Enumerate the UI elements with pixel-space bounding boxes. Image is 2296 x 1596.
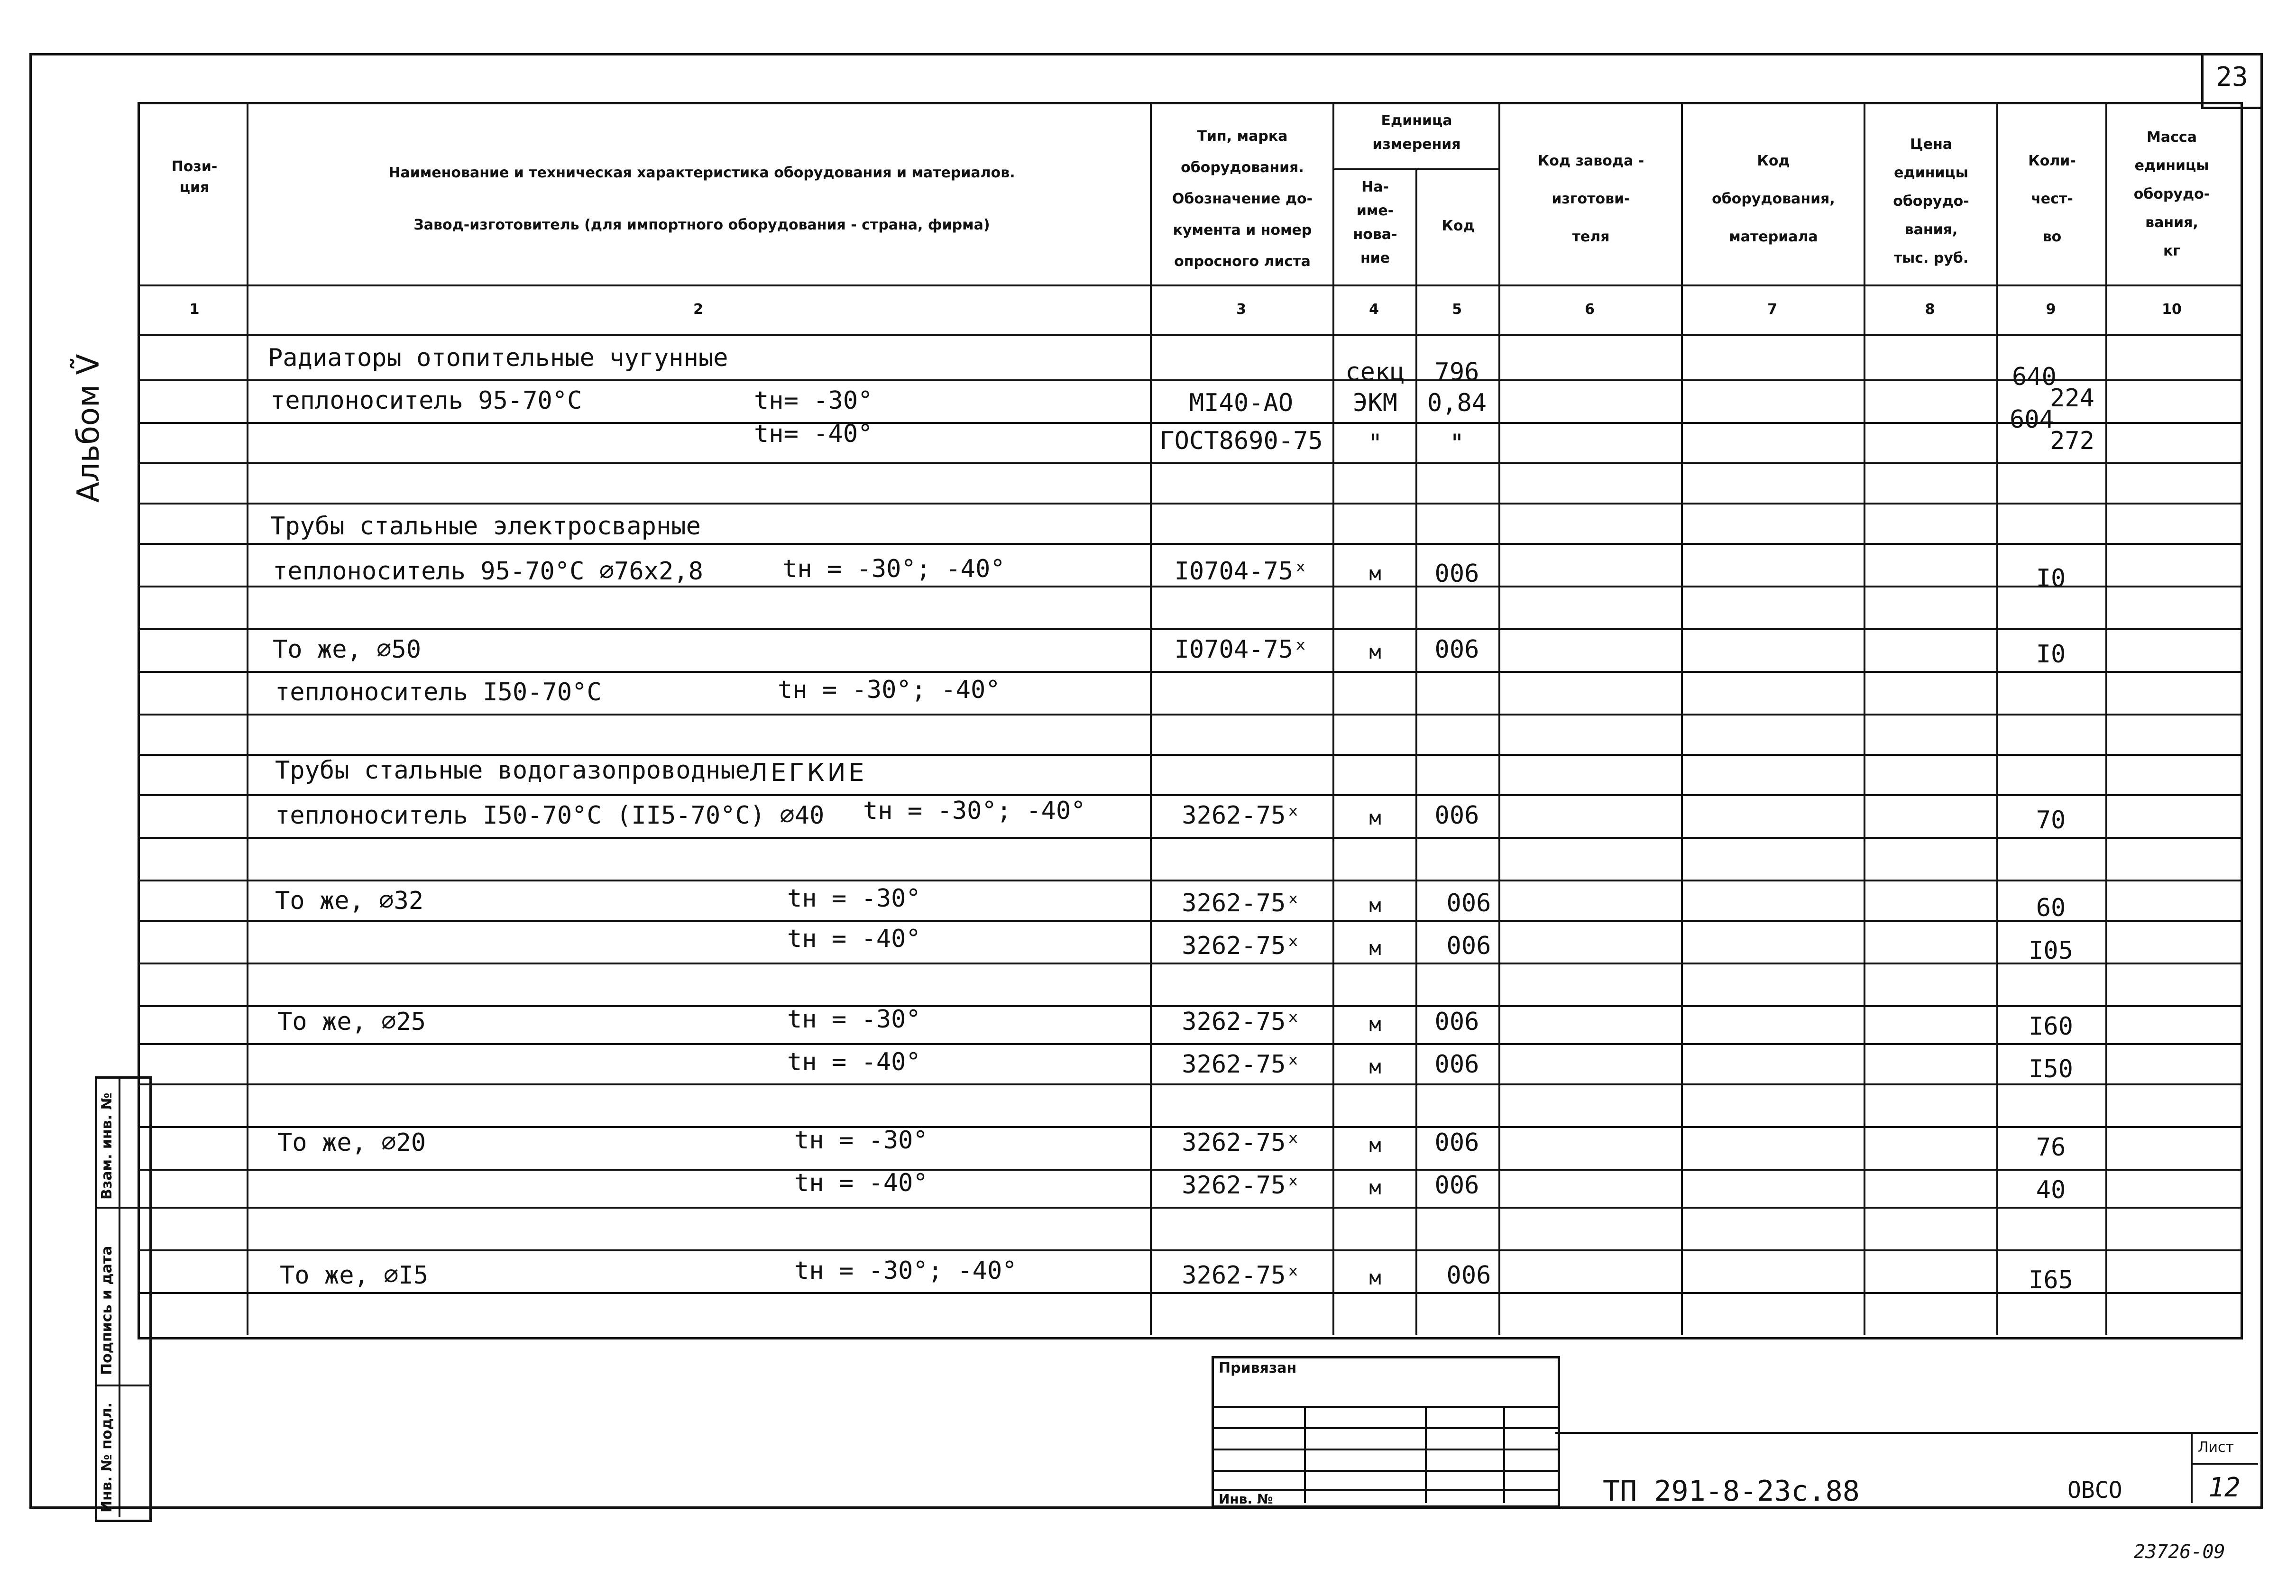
row-type: МI40-АО bbox=[1189, 389, 1294, 417]
row-name: То же, ⌀32 bbox=[275, 887, 424, 915]
row-temp: tн = -30° bbox=[794, 1126, 928, 1155]
row-temp: tн= -40° bbox=[754, 420, 873, 448]
row-qty: 272 bbox=[2050, 427, 2094, 455]
header-unit-group: Единица измерения bbox=[1372, 112, 1461, 153]
row-name: теплоноситель 95-70°С bbox=[270, 386, 582, 415]
row-code: 0,84 bbox=[1427, 389, 1487, 417]
row-temp: tн = -30°; -40° bbox=[794, 1257, 1017, 1285]
row-unit: м bbox=[1369, 1055, 1381, 1078]
stamp-inv-label: Инв. № bbox=[1219, 1491, 1273, 1507]
row-code: 006 bbox=[1434, 801, 1479, 830]
header-name: Наименование и техническая характеристика оборудования и материалов. Завод-изготовитель (для импортного оборудования - страна, фирма) bbox=[388, 165, 1015, 233]
row-qty: I05 bbox=[2029, 936, 2073, 965]
sheet-label: Лист bbox=[2198, 1439, 2234, 1456]
row-code: 006 bbox=[1446, 1261, 1491, 1290]
col-num-5: 5 bbox=[1452, 301, 1462, 318]
row-temp: tн = -30° bbox=[787, 1005, 921, 1034]
row-name: теплоноситель 95-70°С ⌀76x2,8 bbox=[273, 557, 703, 586]
col-num-10: 10 bbox=[2162, 301, 2182, 318]
row-temp: tн = -40° bbox=[794, 1169, 928, 1197]
row-type: 3262-75ˣ bbox=[1182, 1008, 1301, 1036]
row-type: 3262-75ˣ bbox=[1182, 1261, 1301, 1290]
row-type: 3262-75ˣ bbox=[1182, 932, 1301, 960]
row-type: I0704-75ˣ bbox=[1174, 635, 1308, 664]
row-code: 006 bbox=[1446, 932, 1491, 960]
section-code: ОВСО bbox=[2067, 1477, 2122, 1504]
row-code: 006 bbox=[1434, 1050, 1479, 1079]
header-quantity: Коли- чест- во bbox=[2028, 153, 2076, 245]
side-stamp-signature: Подпись и дата bbox=[99, 1246, 115, 1375]
row-temp: tн = -30° bbox=[787, 884, 921, 913]
stamp-bound-label: Привязан bbox=[1219, 1360, 1297, 1376]
col-num-7: 7 bbox=[1767, 301, 1777, 318]
col-num-2: 2 bbox=[693, 301, 703, 318]
row-qty: I0 bbox=[2036, 564, 2066, 593]
row-temp: tн= -30° bbox=[754, 386, 873, 415]
col-num-9: 9 bbox=[2046, 301, 2056, 318]
row-unit: секц bbox=[1345, 358, 1405, 386]
row-code: " bbox=[1449, 429, 1465, 458]
sheet-number: 12 bbox=[2208, 1472, 2241, 1503]
row-qty: 70 bbox=[2036, 806, 2066, 835]
row-type: 3262-75ˣ bbox=[1182, 889, 1301, 917]
header-mass: Масса единицы оборудо- вания, кг bbox=[2133, 129, 2210, 259]
row-code: 796 bbox=[1434, 358, 1479, 386]
row-temp: tн = -40° bbox=[787, 1048, 921, 1076]
row-code: 006 bbox=[1434, 560, 1479, 588]
row-code: 006 bbox=[1434, 1171, 1479, 1200]
row-unit: м bbox=[1369, 894, 1381, 917]
row-name: Радиаторы отопительные чугунные bbox=[268, 344, 728, 372]
row-unit: ЭКМ bbox=[1353, 389, 1397, 417]
row-temp: tн = -30°; -40° bbox=[782, 555, 1005, 583]
row-unit: м bbox=[1369, 936, 1381, 960]
row-name: теплоноситель I50-70°С bbox=[275, 678, 602, 706]
page-number: 23 bbox=[2216, 62, 2248, 92]
row-unit: м bbox=[1369, 562, 1381, 585]
row-name: теплоноситель I50-70°С (II5-70°С) ⌀40 bbox=[275, 801, 825, 830]
header-position: Пози- ция bbox=[171, 158, 218, 196]
header-plant-code: Код завода - изготови- теля bbox=[1537, 153, 1644, 245]
row-qty: 40 bbox=[2036, 1176, 2066, 1204]
side-stamp-replacement: Взам. инв. № bbox=[99, 1092, 115, 1200]
row-unit: м bbox=[1369, 806, 1381, 829]
row-code: 006 bbox=[1446, 889, 1491, 917]
col-num-6: 6 bbox=[1585, 301, 1595, 318]
row-type: 3262-75ˣ bbox=[1182, 1171, 1301, 1200]
row-unit: м bbox=[1369, 1266, 1381, 1289]
col-num-4: 4 bbox=[1369, 301, 1379, 318]
row-qty: 60 bbox=[2036, 894, 2066, 922]
header-unit-code: Код bbox=[1442, 218, 1475, 234]
header-type: Тип, марка оборудования. Обозначение до- кумента и номер опросного листа bbox=[1172, 128, 1313, 270]
row-name: То же, ⌀50 bbox=[273, 635, 422, 664]
row-note: ЛЕГКИЕ bbox=[749, 759, 867, 787]
row-qty: 224 bbox=[2050, 384, 2094, 413]
row-qty: I65 bbox=[2029, 1266, 2073, 1294]
row-name: То же, ⌀20 bbox=[277, 1128, 426, 1157]
row-name: Трубы стальные водогазопроводные bbox=[275, 756, 750, 785]
footer-number: 23726-09 bbox=[2134, 1541, 2225, 1563]
header-unit-name: На- име- нова- ние bbox=[1353, 179, 1397, 266]
row-qty: I60 bbox=[2029, 1012, 2073, 1041]
side-stamp-inventory: Инв. № подл. bbox=[99, 1402, 115, 1513]
header-equipment-code: Код оборудования, материала bbox=[1712, 153, 1835, 245]
row-qty: I0 bbox=[2036, 640, 2066, 669]
row-temp: tн = -40° bbox=[787, 925, 921, 953]
row-type: 3262-75ˣ bbox=[1182, 1050, 1301, 1079]
row-qty: I50 bbox=[2029, 1055, 2073, 1083]
row-temp: tн = -30°; -40° bbox=[863, 797, 1086, 825]
doc-code: ТП 291-8-23с.88 bbox=[1603, 1475, 1860, 1508]
row-unit: м bbox=[1369, 1176, 1381, 1199]
album-label: Альбом Ṽ bbox=[71, 354, 106, 503]
row-code: 006 bbox=[1434, 635, 1479, 664]
row-temp: tн = -30°; -40° bbox=[778, 676, 1001, 704]
row-qty: 76 bbox=[2036, 1133, 2066, 1162]
row-type: I0704-75ˣ bbox=[1174, 557, 1308, 586]
row-qty: 604 bbox=[2010, 405, 2054, 434]
row-unit: м bbox=[1369, 1012, 1381, 1036]
header-price: Цена единицы оборудо- вания, тыс. руб. bbox=[1893, 136, 1969, 266]
row-unit: " bbox=[1368, 429, 1383, 458]
row-type: 3262-75ˣ bbox=[1182, 801, 1301, 830]
row-code: 006 bbox=[1434, 1128, 1479, 1157]
row-unit: м bbox=[1369, 640, 1381, 663]
row-type: 3262-75ˣ bbox=[1182, 1128, 1301, 1157]
row-name: Трубы стальные электросварные bbox=[270, 512, 701, 541]
col-num-3: 3 bbox=[1236, 301, 1246, 318]
col-num-8: 8 bbox=[1925, 301, 1935, 318]
row-type: ГОСТ8690-75 bbox=[1159, 427, 1323, 455]
col-num-1: 1 bbox=[189, 301, 200, 318]
row-code: 006 bbox=[1434, 1008, 1479, 1036]
row-unit: м bbox=[1369, 1133, 1381, 1156]
row-name: То же, ⌀25 bbox=[277, 1008, 426, 1036]
row-qty: 640 bbox=[2012, 363, 2057, 391]
bound-stamp bbox=[1212, 1356, 1560, 1508]
row-name: То же, ⌀I5 bbox=[280, 1261, 429, 1290]
